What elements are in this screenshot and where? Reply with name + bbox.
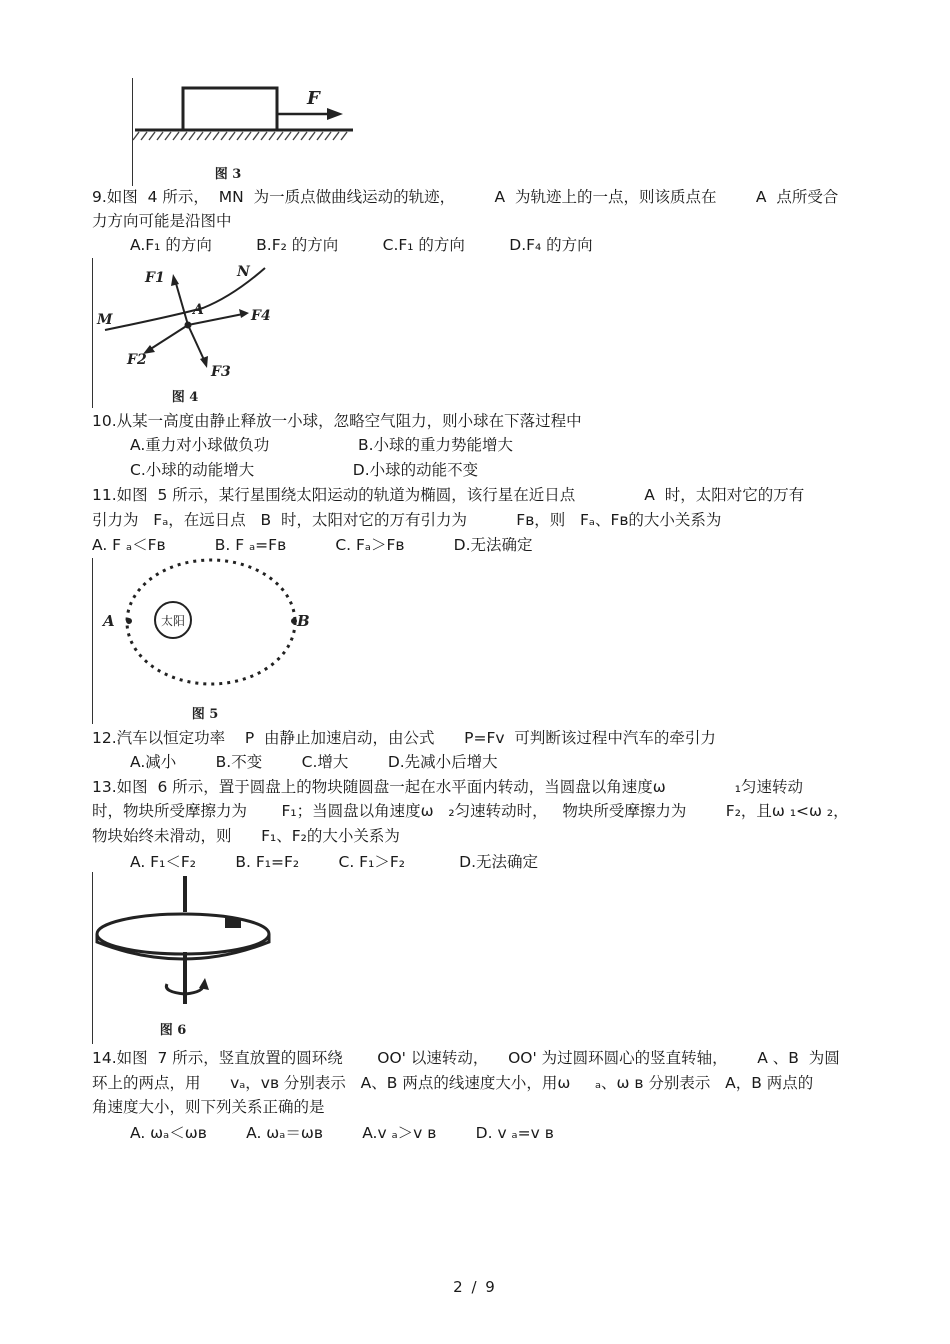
q10-options-ab: A.重力对小球做负功 B.小球的重力势能增大 [130, 436, 514, 454]
q13-line3: 物块始终未滑动，则 F₁、F₂的大小关系为 [92, 827, 400, 845]
fig4-label-m: M [97, 312, 113, 328]
q9-options: A.F₁ 的方向 B.F₂ 的方向 C.F₁ 的方向 D.F₄ 的方向 [130, 236, 593, 254]
q10-stem: 10.从某一高度由静止释放一小球，忽略空气阻力，则小球在下落过程中 [92, 412, 582, 430]
figure-4 [92, 258, 277, 408]
fig3-force-label: F [307, 88, 320, 109]
figure-3 [132, 78, 355, 186]
fig4-caption: 图 4 [171, 390, 199, 405]
q14-line3: 角速度大小，则下列关系正确的是 [92, 1098, 325, 1116]
fig5-sun-label: 太阳 [160, 614, 186, 628]
fig5-point-b: B [297, 612, 310, 630]
q13-line1: 13.如图 6 所示，置于圆盘上的物块随圆盘一起在水平面内转动，当圆盘以角速度ω ₁匀速转动 [92, 778, 803, 796]
q14-line1: 14.如图 7 所示，竖直放置的圆环绕 OO' 以速转动， OO' 为过圆环圆心的竖直转轴， A 、B 为圆 [92, 1049, 840, 1067]
q10-options-cd: C.小球的动能增大 D.小球的动能不变 [130, 461, 479, 479]
q13-options: A. F₁＜F₂ B. F₁=F₂ C. F₁＞F₂ D.无法确定 [130, 853, 539, 871]
fig6-caption: 图 6 [159, 1023, 187, 1038]
fig5-caption: 图 5 [191, 707, 219, 722]
fig4-label-f1: F1 [145, 270, 165, 286]
fig5-point-a: A [103, 612, 115, 630]
q12-stem: 12.汽车以恒定功率 P 由静止加速启动，由公式 P=Fv 可判断该过程中汽车的牵引力 [92, 729, 716, 747]
fig4-label-a: A [193, 302, 204, 318]
q14-line2: 环上的两点，用 vₐ，vʙ 分别表示 A、B 两点的线速度大小，用ω ₐ、ω ʙ 分别表示 A，B 两点的 [92, 1074, 814, 1092]
q11-line1: 11.如图 5 所示，某行星围绕太阳运动的轨道为椭圆，该行星在近日点 A 时，太阳对它的万有 [92, 486, 805, 504]
q13-line2: 时，物块所受摩擦力为 F₁；当圆盘以角速度ω ₂匀速转动时， 物块所受摩擦力为 F₂，且ω ₁<ω ₂， [92, 802, 849, 820]
page-number: 2 / 9 [453, 1278, 497, 1296]
fig4-label-f3: F3 [211, 364, 231, 380]
figure-6 [92, 872, 277, 1044]
q9-line1: 9.如图 4 所示， MN 为一质点做曲线运动的轨迹， A 为轨迹上的一点，则该质点在 A 点所受合 [92, 188, 839, 206]
figure-5 [92, 558, 315, 724]
q9-line2: 力方向可能是沿图中 [92, 212, 232, 230]
fig3-caption: 图 3 [214, 167, 242, 182]
q12-options: A.减小 B.不变 C.增大 D.先减小后增大 [130, 753, 498, 771]
q11-line2: 引力为 Fₐ，在远日点 B 时，太阳对它的万有引力为 Fʙ，则 Fₐ、Fʙ的大小关系为 [92, 511, 722, 529]
fig4-label-f4: F4 [251, 308, 271, 324]
fig4-label-f2: F2 [127, 352, 147, 368]
q11-options: A. F ₐ＜Fʙ B. F ₐ=Fʙ C. Fₐ＞Fʙ D.无法确定 [92, 536, 533, 554]
q14-options: A. ωₐ＜ωʙ A. ωₐ＝ωʙ A.v ₐ＞v ʙ D. v ₐ=v ʙ [130, 1124, 554, 1142]
fig4-label-n: N [237, 264, 250, 280]
